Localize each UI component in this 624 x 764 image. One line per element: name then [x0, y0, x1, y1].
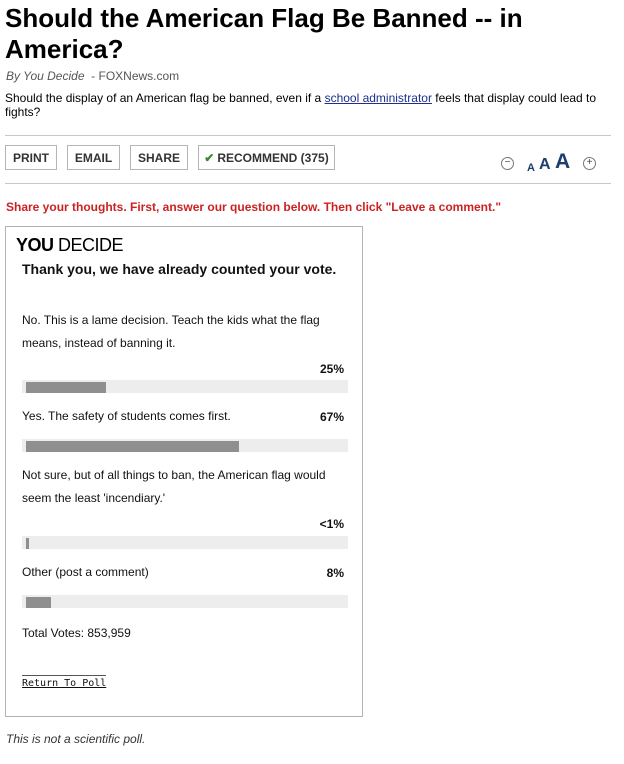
- school-administrator-link[interactable]: school administrator: [324, 91, 432, 105]
- poll-option-bar: [22, 536, 348, 549]
- font-size-controls: [500, 150, 600, 176]
- poll-option-percent: 25%: [319, 362, 344, 376]
- decrease-font-icon[interactable]: −: [501, 157, 514, 170]
- poll-option-text: Other (post a comment): [22, 565, 149, 579]
- email-button[interactable]: EMAIL: [67, 145, 120, 170]
- recommend-button[interactable]: [198, 145, 335, 170]
- divider-bottom: [5, 183, 611, 184]
- byline: [6, 69, 179, 83]
- poll-option-text: Not sure, but of all things to ban, the American flag would seem the least 'incendiary.': [22, 468, 326, 505]
- poll-option-bar-fill: [26, 441, 239, 452]
- disclaimer: This is not a scientific poll.: [6, 732, 146, 746]
- author: By You Decide: [6, 69, 85, 83]
- article-description: [5, 91, 611, 119]
- print-button[interactable]: PRINT: [5, 145, 57, 170]
- return-to-poll-link[interactable]: Return To Poll: [22, 675, 106, 689]
- poll-title-bold: YOU: [16, 235, 54, 255]
- desc-suffix: feels that display could lead to fights?: [5, 91, 597, 119]
- total-votes: Total Votes: 853,959: [22, 626, 131, 640]
- poll-option-bar-fill: [26, 597, 51, 608]
- poll-option-bar: [22, 595, 348, 608]
- poll-option-bar: [22, 439, 348, 452]
- font-large-button[interactable]: A: [555, 150, 571, 173]
- poll-option-bar-fill: [26, 538, 29, 549]
- thanks-message: Thank you, we have already counted your vote.: [22, 261, 337, 277]
- poll-option-bar-fill: [26, 382, 106, 393]
- source: - FOXNews.com: [91, 69, 180, 83]
- font-small-button[interactable]: A: [527, 162, 535, 174]
- poll-option-bar: [22, 380, 348, 393]
- increase-font-icon[interactable]: +: [583, 157, 596, 170]
- divider-top: [5, 135, 611, 136]
- page-title: Should the American Flag Be Banned -- in America?: [5, 3, 523, 64]
- checkmark-icon: ✔: [204, 151, 215, 165]
- poll-option-text: No. This is a lame decision. Teach the kids what the flag means, instead of banning it.: [22, 313, 320, 350]
- poll-title-rest: DECIDE: [53, 235, 124, 255]
- font-medium-button[interactable]: A: [539, 156, 551, 173]
- poll-option-percent: 67%: [319, 410, 344, 424]
- poll-results-box: [5, 226, 363, 717]
- recommend-label: RECOMMEND (375): [217, 151, 329, 165]
- poll-option-text: Yes. The safety of students comes first.: [22, 409, 231, 423]
- comment-prompt: Share your thoughts. First, answer our question below. Then click "Leave a comment.": [6, 200, 502, 214]
- share-button[interactable]: SHARE: [130, 145, 188, 170]
- poll-title: [16, 235, 123, 256]
- poll-option-percent: 8%: [326, 566, 344, 580]
- poll-option-percent: <1%: [319, 517, 344, 531]
- desc-prefix: Should the display of an American flag be banned, even if a: [5, 91, 325, 105]
